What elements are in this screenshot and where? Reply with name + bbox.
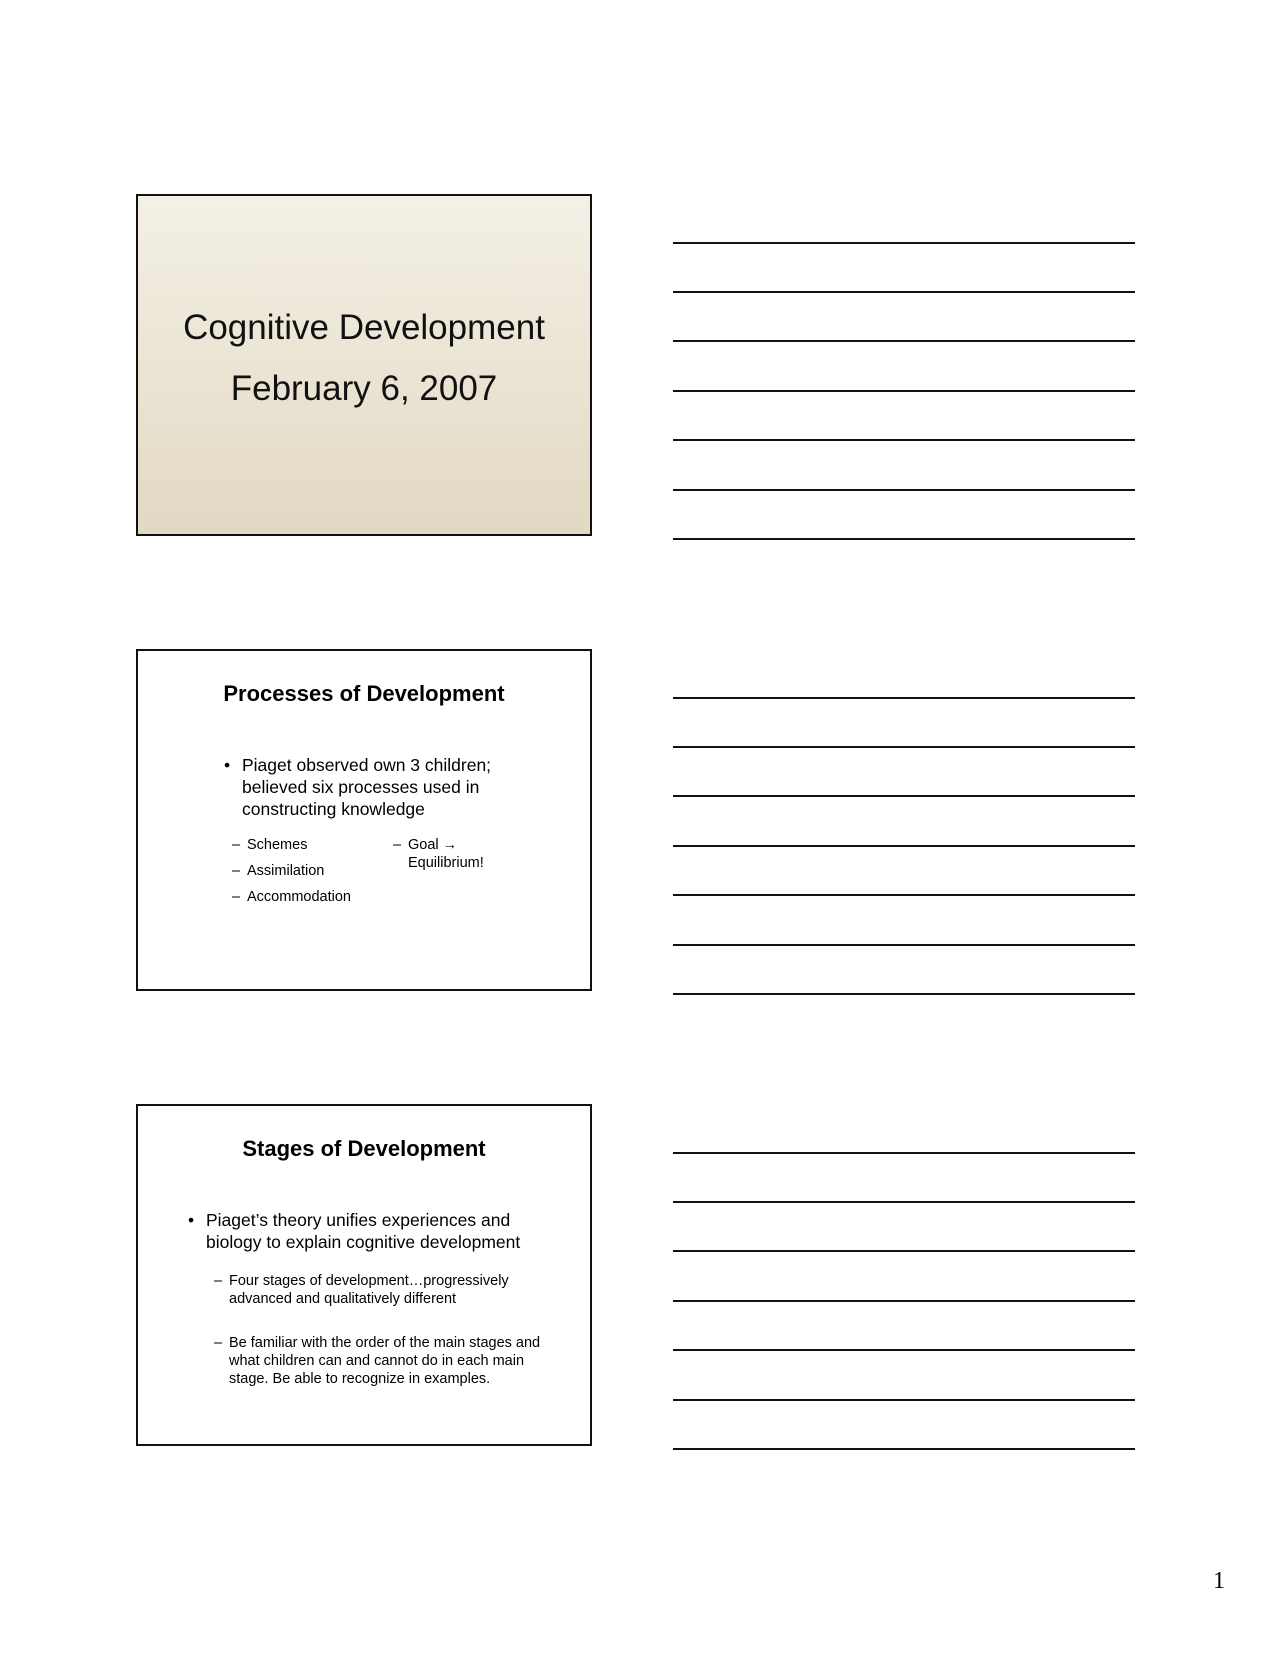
sub-point: – Be familiar with the order of the main stages and what children can and cannot do in each main stage. Be able to recognize in examples. bbox=[214, 1334, 547, 1388]
note-line bbox=[673, 697, 1135, 699]
note-line bbox=[673, 845, 1135, 847]
sub-point-schemes: – Schemes bbox=[232, 836, 307, 854]
note-line bbox=[673, 340, 1135, 342]
slide-1 bbox=[136, 194, 592, 536]
sub-point-assimilation: – Assimilation bbox=[232, 862, 324, 880]
note-line bbox=[673, 746, 1135, 748]
note-line bbox=[673, 439, 1135, 441]
note-line bbox=[673, 1399, 1135, 1401]
note-line bbox=[673, 291, 1135, 293]
sub-point: – Four stages of development…progressively advanced and qualitatively different bbox=[214, 1272, 547, 1308]
note-line bbox=[673, 1250, 1135, 1252]
sub-point-accommodation: – Accommodation bbox=[232, 888, 351, 906]
bullet-point: • Piaget observed own 3 children; believed six processes used in constructing knowledge bbox=[224, 754, 532, 820]
slide-title: Cognitive Development bbox=[183, 308, 545, 347]
page-number: 1 bbox=[1213, 1568, 1225, 1594]
note-line bbox=[673, 1300, 1135, 1302]
goal-text: Goal bbox=[408, 837, 439, 853]
note-line bbox=[673, 944, 1135, 946]
note-line bbox=[673, 1448, 1135, 1450]
note-line bbox=[673, 1349, 1135, 1351]
arrow-right-icon: → bbox=[442, 837, 458, 853]
note-line bbox=[673, 538, 1135, 540]
note-line bbox=[673, 390, 1135, 392]
note-line bbox=[673, 242, 1135, 244]
slide-title: Processes of Development bbox=[223, 681, 505, 706]
slide-3 bbox=[136, 1104, 592, 1446]
bullet-point: • Piaget’s theory unifies experiences and biology to explain cognitive development bbox=[188, 1209, 551, 1253]
note-line bbox=[673, 1152, 1135, 1154]
goal-target: Equilibrium! bbox=[408, 855, 484, 871]
slide-date: February 6, 2007 bbox=[230, 369, 498, 408]
note-line bbox=[673, 894, 1135, 896]
note-line bbox=[673, 1201, 1135, 1203]
sub-point-goal bbox=[393, 836, 528, 872]
note-line bbox=[673, 489, 1135, 491]
slide-2 bbox=[136, 649, 592, 991]
note-line bbox=[673, 795, 1135, 797]
note-line bbox=[673, 993, 1135, 995]
slide-title: Stages of Development bbox=[242, 1136, 486, 1161]
